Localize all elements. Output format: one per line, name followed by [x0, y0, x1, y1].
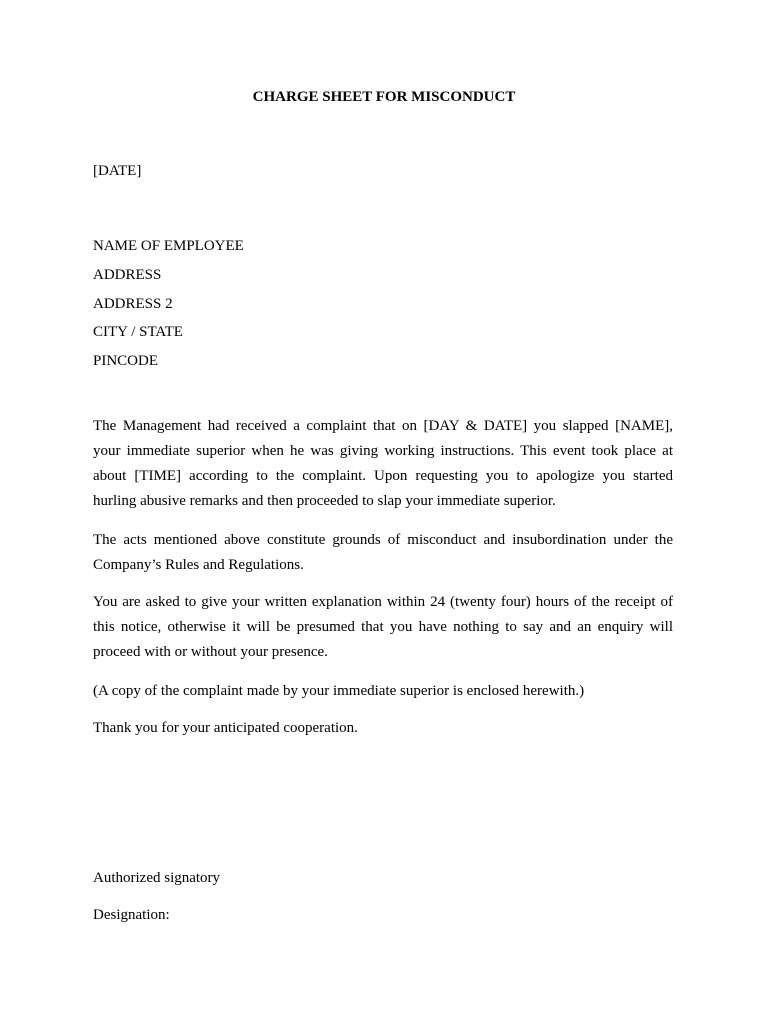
- paragraph-line: your immediate superior when he was giving working instructions. This event took place at: [93, 443, 673, 459]
- closing-line: Thank you for your anticipated cooperation.: [93, 720, 358, 736]
- paragraph-line: about [TIME] according to the complaint. Upon requesting you to apologize you started: [93, 468, 673, 484]
- designation-field: Designation:: [93, 907, 170, 923]
- paragraph-line: hurling abusive remarks and then proceeded to slap your immediate superior.: [93, 493, 556, 509]
- document-title: CHARGE SHEET FOR MISCONDUCT: [252, 89, 516, 105]
- paragraph-line: Company’s Rules and Regulations.: [93, 557, 304, 573]
- paragraph-line: You are asked to give your written explanation within 24 (twenty four) hours of the receipt of: [93, 594, 673, 610]
- paragraph-line: this notice, otherwise it will be presumed that you have nothing to say and an enquiry will: [93, 619, 673, 635]
- paragraph-line: The Management had received a complaint that on [DAY & DATE] you slapped [NAME],: [93, 418, 673, 434]
- paragraph-line: The acts mentioned above constitute grounds of misconduct and insubordination under the: [93, 532, 673, 548]
- city-state: CITY / STATE: [93, 324, 183, 340]
- enclosure-note: (A copy of the complaint made by your immediate superior is enclosed herewith.): [93, 683, 585, 699]
- authorized-signatory: Authorized signatory: [93, 870, 221, 886]
- address-line-1: ADDRESS: [93, 267, 162, 283]
- date-field: [DATE]: [93, 163, 142, 179]
- paragraph-line: proceed with or without your presence.: [93, 644, 328, 660]
- pincode: PINCODE: [93, 353, 159, 369]
- employee-name: NAME OF EMPLOYEE: [93, 238, 244, 254]
- misconduct-paragraph: [93, 528, 673, 578]
- address-line-2: ADDRESS 2: [93, 296, 173, 312]
- complaint-paragraph: [93, 414, 673, 514]
- explanation-paragraph: [93, 590, 673, 665]
